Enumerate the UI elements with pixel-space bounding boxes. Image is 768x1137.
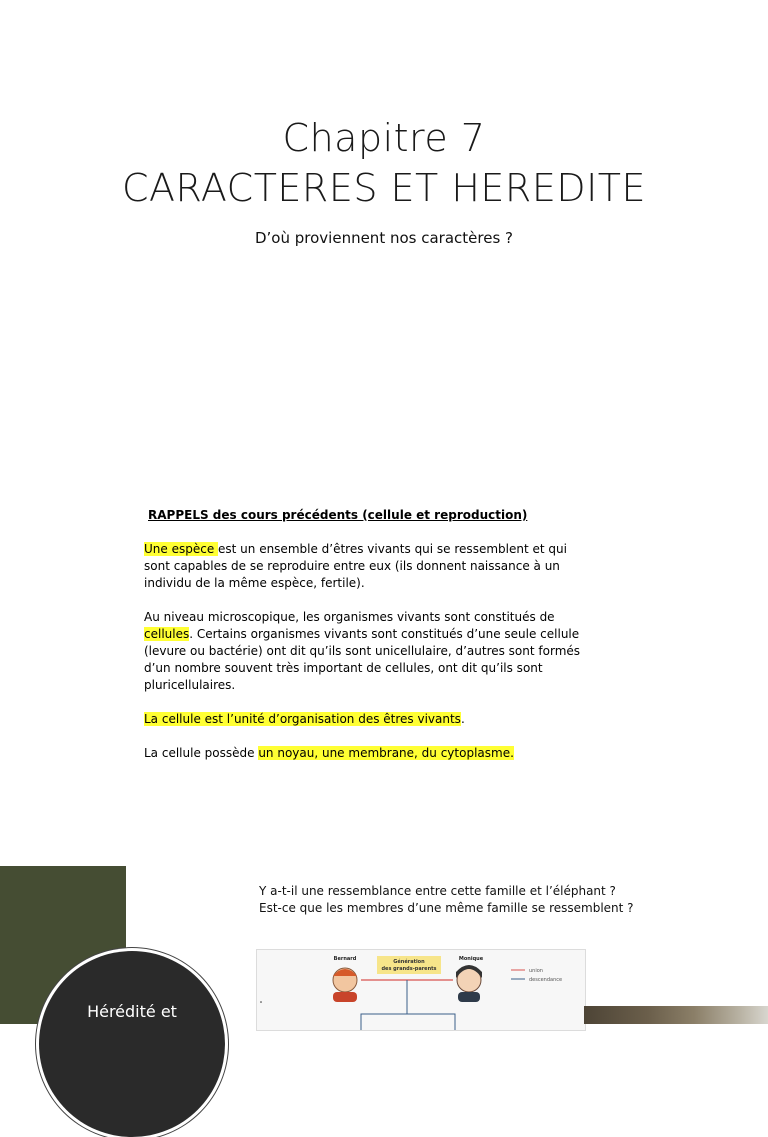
grandfather-avatar — [333, 968, 357, 1002]
chapter-number: Chapitre 7 — [282, 116, 486, 160]
page-title — [0, 113, 768, 213]
legend-descendance-label: descendance — [529, 977, 563, 983]
rappels-paragraph-unite — [144, 711, 584, 728]
text-espece: est un ensemble d’êtres vivants qui se ressemblent et qui sont capables de se reproduire entre eux (ils donnent naissance à un individu de la même espèce, fertile). — [144, 542, 567, 590]
highlight-cellules: cellules — [144, 627, 190, 641]
text-cellules-rest: . Certains organismes vivants sont constitués d’une seule cellule (levure ou bactérie) ont dit qu’ils sont unicellulaire, d’autres sont formés d’un nombre souvent très important de cellules, ont dit qu’ils sont pluricellulaires. — [144, 627, 581, 692]
rappels-paragraph-composants — [144, 745, 584, 762]
grandmother-name: Monique — [458, 956, 484, 962]
chapter-title: CARACTERES ET HEREDITE — [121, 166, 647, 210]
highlight-espece: Une espèce — [144, 542, 219, 556]
text-cellules-start: Au niveau microscopique, les organismes vivants sont constitués de — [144, 610, 555, 624]
rappels-section — [144, 507, 584, 779]
highlight-unite: La cellule est l’unité d’organisation des êtres vivants — [144, 712, 461, 726]
highlight-composants: un noyau, une membrane, du cytoplasme. — [258, 746, 514, 760]
genealogy-tree-image — [256, 949, 586, 1031]
text-unite-rest: . — [460, 712, 465, 726]
text-composants-start: La cellule possède — [144, 746, 259, 760]
legend-union-label: union — [529, 968, 543, 974]
grandmother-avatar — [456, 965, 482, 1002]
generation-label-line1: Génération — [393, 959, 425, 965]
circle-title-text: Hérédité et — [87, 1002, 177, 1021]
page-subtitle: D’où proviennent nos caractères ? — [254, 229, 513, 247]
children-box — [361, 1014, 455, 1030]
question-ressemblance-famille: Est-ce que les membres d’une même famille se ressemblent ? — [259, 901, 634, 915]
grandfather-name: Bernard — [333, 956, 357, 962]
questions-block — [259, 883, 634, 917]
elephant-photo — [584, 1006, 768, 1024]
rappels-paragraph-cellules — [144, 609, 584, 694]
rappels-heading: RAPPELS des cours précédents (cellule et reproduction) — [148, 508, 528, 522]
genealogy-tree-svg — [257, 950, 585, 1030]
question-ressemblance-elephant: Y a-t-il une ressemblance entre cette famille et l’éléphant ? — [259, 884, 616, 898]
slide-title-circle — [39, 951, 225, 1137]
rappels-paragraph-espece — [144, 541, 584, 592]
decorative-dot — [260, 1001, 262, 1003]
generation-label-line2: des grands-parents — [381, 966, 437, 972]
